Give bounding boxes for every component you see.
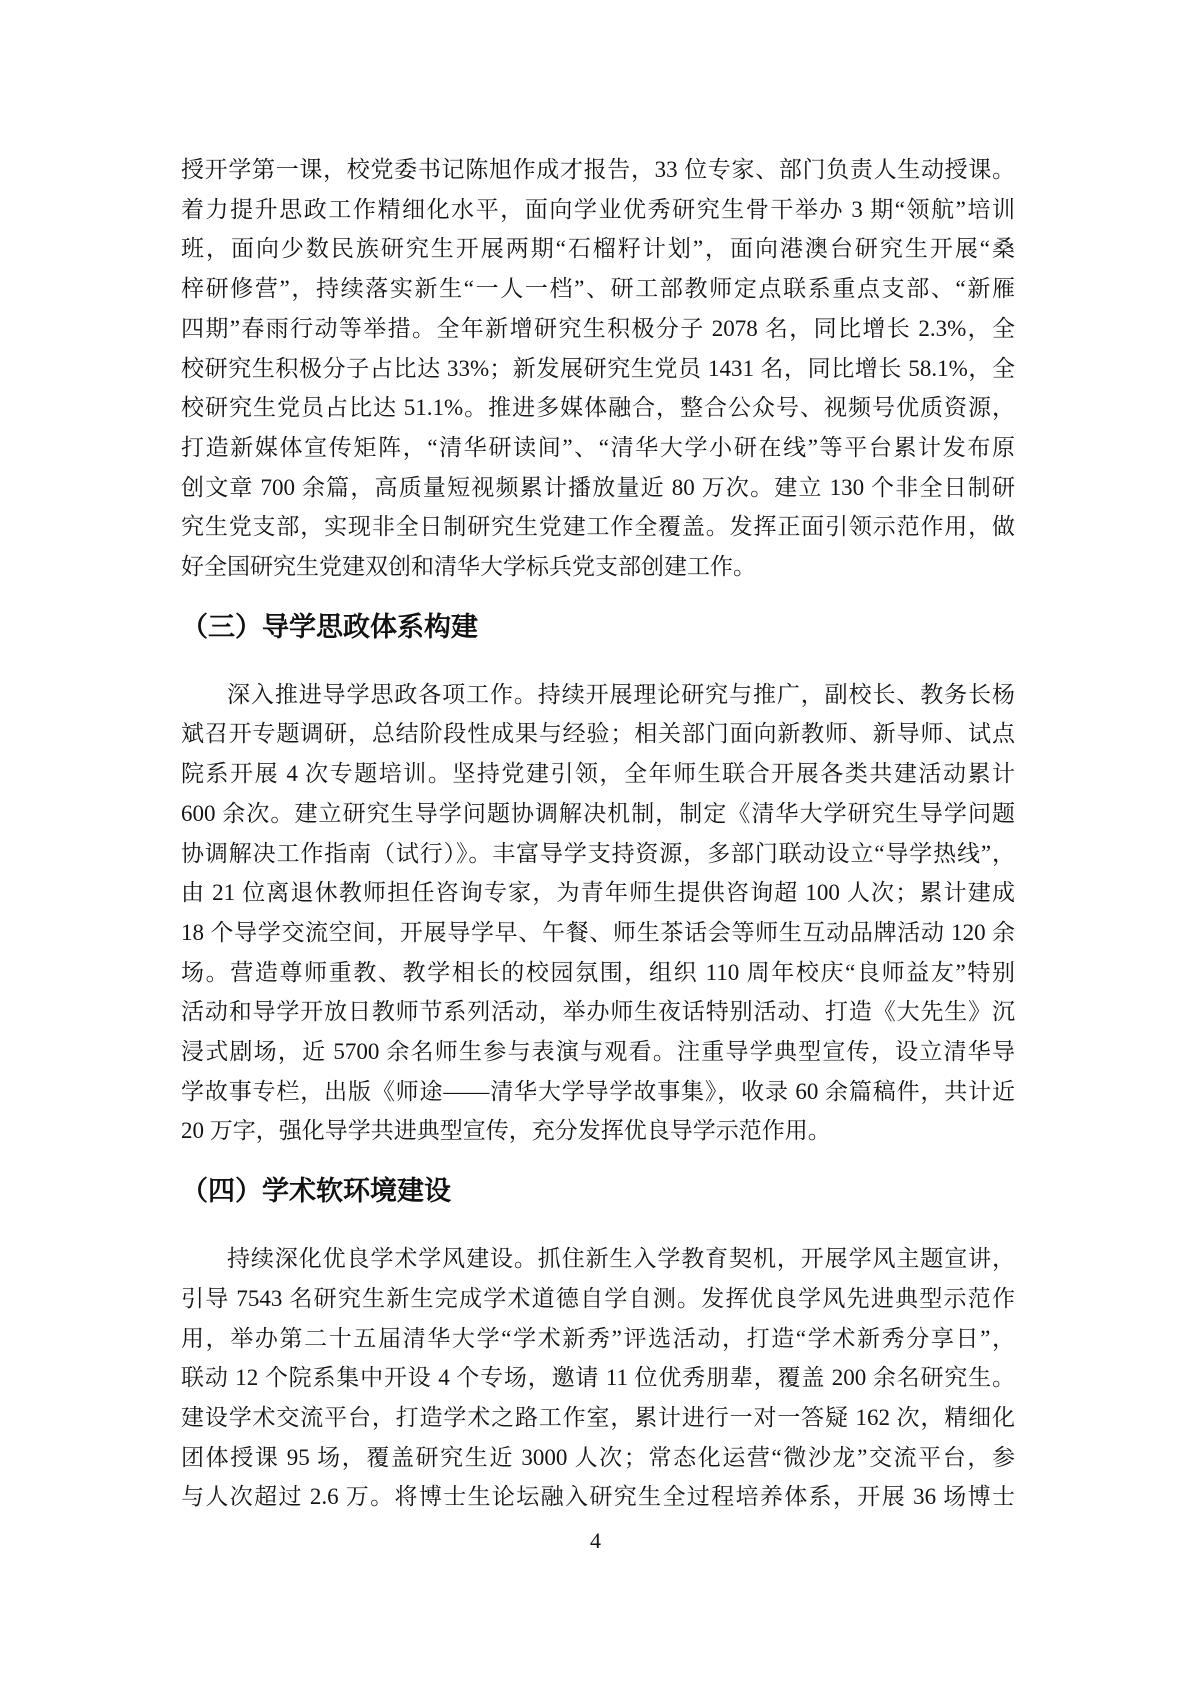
body-line: 场。营造尊师重教、教学相长的校园氛围，组织 110 周年校庆“良师益友”特别 bbox=[181, 959, 1015, 985]
body-line: 联动 12 个院系集中开设 4 个专场，邀请 11 位优秀朋辈，覆盖 200 余名研究生。 bbox=[181, 1365, 1015, 1391]
body-line: 校研究生党员占比达 51.1%。推进多媒体融合，整合公众号、视频号优质资源， bbox=[181, 395, 1015, 421]
text-block bbox=[181, 150, 1015, 1517]
body-line: 斌召开专题调研，总结阶段性成果与经验；相关部门面向新教师、新导师、试点 bbox=[181, 721, 1015, 747]
body-line: 校研究生积极分子占比达 33%；新发展研究生党员 1431 名，同比增长 58.1%，全 bbox=[181, 355, 1015, 381]
body-line: 班，面向少数民族研究生开展两期“石榴籽计划”，面向港澳台研究生开展“桑 bbox=[181, 236, 1015, 262]
body-line: 究生党支部，实现非全日制研究生党建工作全覆盖。发挥正面引领示范作用，做 bbox=[181, 514, 1015, 540]
body-line: 持续深化优良学术学风建设。抓住新生入学教育契机，开展学风主题宣讲， bbox=[227, 1246, 1015, 1272]
body-line: 600 余次。建立研究生导学问题协调解决机制，制定《清华大学研究生导学问题 bbox=[181, 800, 1015, 826]
body-line: 引导 7543 名研究生新生完成学术道德自学自测。发挥优良学风先进典型示范作 bbox=[181, 1285, 1015, 1311]
body-line: 活动和导学开放日教师节系列活动，举办师生夜话特别活动、打造《大先生》沉 bbox=[181, 999, 1015, 1025]
body-line: 20 万字，强化导学共进典型宣传，充分发挥优良导学示范作用。 bbox=[181, 1118, 831, 1144]
body-line: 与人次超过 2.6 万。将博士生论坛融入研究生全过程培养体系，开展 36 场博士 bbox=[181, 1484, 1015, 1510]
body-line: 协调解决工作指南（试行）》。丰富导学支持资源，多部门联动设立“导学热线”， bbox=[181, 840, 1015, 866]
section-heading-4: （四）学术软环境建设 bbox=[181, 1176, 451, 1207]
body-line: 打造新媒体宣传矩阵，“清华研读间”、“清华大学小研在线”等平台累计发布原 bbox=[181, 434, 1015, 460]
section-heading-3: （三）导学思政体系构建 bbox=[181, 611, 478, 642]
body-line: 团体授课 95 场，覆盖研究生近 3000 人次；常态化运营“微沙龙”交流平台，参 bbox=[181, 1444, 1015, 1470]
body-line: 梓研修营”，持续落实新生“一人一档”、研工部教师定点联系重点支部、“新雁 bbox=[181, 276, 1015, 302]
body-line: 由 21 位离退休教师担任咨询专家，为青年师生提供咨询超 100 人次；累计建成 bbox=[181, 880, 1015, 906]
body-line: 院系开展 4 次专题培训。坚持党建引领，全年师生联合开展各类共建活动累计 bbox=[181, 761, 1015, 787]
body-line: 着力提升思政工作精细化水平，面向学业优秀研究生骨干举办 3 期“领航”培训 bbox=[181, 196, 1015, 222]
body-line: 好全国研究生党建双创和清华大学标兵党支部创建工作。 bbox=[181, 554, 756, 580]
body-line: 四期”春雨行动等举措。全年新增研究生积极分子 2078 名，同比增长 2.3%，全 bbox=[181, 315, 1015, 341]
body-line: 深入推进导学思政各项工作。持续开展理论研究与推广，副校长、教务长杨 bbox=[227, 681, 1015, 707]
body-line: 18 个导学交流空间，开展导学早、午餐、师生茶话会等师生互动品牌活动 120 余 bbox=[181, 919, 1015, 945]
body-line: 授开学第一课，校党委书记陈旭作成才报告，33 位专家、部门负责人生动授课。 bbox=[181, 157, 1015, 182]
body-line: 浸式剧场，近 5700 余名师生参与表演与观看。注重导学典型宣传，设立清华导 bbox=[181, 1039, 1015, 1065]
body-line: 学故事专栏，出版《师途——清华大学导学故事集》，收录 60 余篇稿件，共计近 bbox=[181, 1078, 1015, 1104]
body-line: 用，举办第二十五届清华大学“学术新秀”评选活动，打造“学术新秀分享日”， bbox=[181, 1325, 1015, 1351]
body-line: 创文章 700 余篇，高质量短视频累计播放量近 80 万次。建立 130 个非全日制研 bbox=[181, 474, 1015, 500]
page-number: 4 bbox=[590, 1528, 601, 1553]
body-line: 建设学术交流平台，打造学术之路工作室，累计进行一对一答疑 162 次，精细化 bbox=[181, 1404, 1015, 1430]
